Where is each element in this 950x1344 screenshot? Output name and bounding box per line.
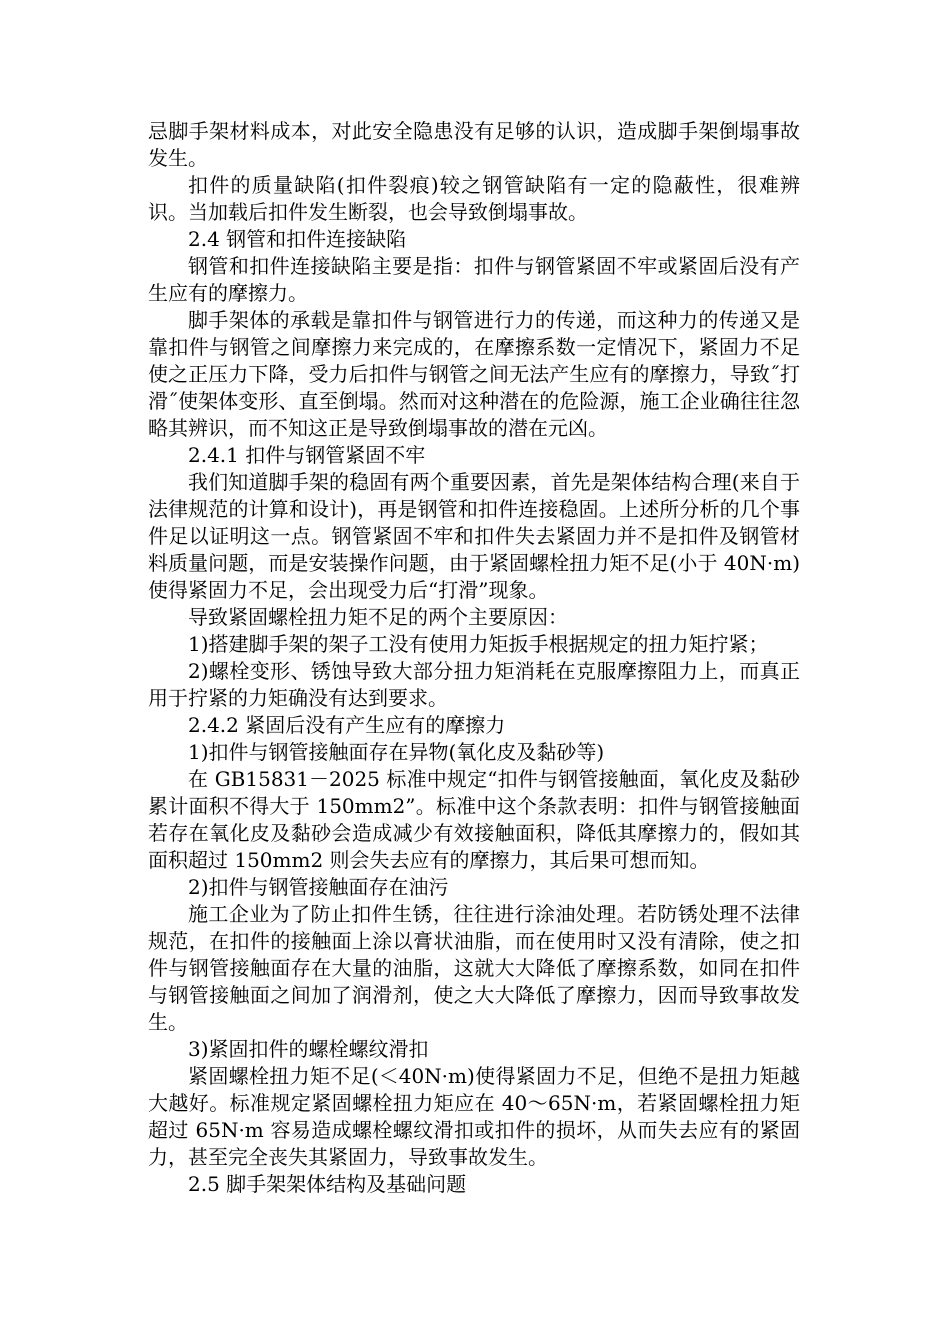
section-heading-2-4: 2.4 钢管和扣件连接缺陷 bbox=[188, 227, 407, 251]
section-heading-2-4-2: 2.4.2 紧固后没有产生应有的摩擦力 bbox=[188, 713, 506, 737]
list-item: 2)螺栓变形、锈蚀导致大部分扭力矩消耗在克服摩擦阻力上，而真正用于拧紧的力矩确没有达到要求。 bbox=[148, 659, 800, 710]
list-item: 1)搭建脚手架的架子工没有使用力矩扳手根据规定的扭力矩拧紧； bbox=[188, 632, 769, 656]
section-heading-2-5: 2.5 脚手架架体结构及基础问题 bbox=[188, 1172, 467, 1196]
paragraph: 施工企业为了防止扣件生锈，往往进行涂油处理。若防锈处理不法律规范，在扣件的接触面上涂以膏状油脂，而在使用时又没有清除，使之扣件与钢管接触面存在大量的油脂，这就大大降低了摩擦系数，如同在扣件与钢管接触面之间加了润滑剂，使之大大降低了摩擦力，因而导致事故发生。 bbox=[148, 902, 800, 1034]
paragraph: 脚手架体的承载是靠扣件与钢管进行力的传递，而这种力的传递又是靠扣件与钢管之间摩擦力来完成的，在摩擦系数一定情况下，紧固力不足使之正压力下降，受力后扣件与钢管之间无法产生应有的摩擦力，导致˝打滑˝使架体变形、直至倒塌。然而对这种潜在的危险源，施工企业确往往忽略其辨识，而不知这正是导致倒塌事故的潜在元凶。 bbox=[148, 308, 800, 440]
paragraph: 在 GB15831－2025 标准中规定“扣件与钢管接触面，氧化皮及黏砂累计面积不得大于 150mm2”。标准中这个条款表明：扣件与钢管接触面若存在氧化皮及黏砂会造成减少有效接触面积，降低其摩擦力的，假如其面积超过 150mm2 则会失去应有的摩擦力，其后果可想而知。 bbox=[148, 767, 800, 872]
paragraph: 紧固螺栓扭力矩不足(＜40N·m)使得紧固力不足，但绝不是扭力矩越大越好。标准规定紧固螺栓扭力矩应在 40～65N·m，若紧固螺栓扭力矩超过 65N·m 容易造成螺栓螺纹滑扣或扣件的损坏，从而失去应有的紧固力，甚至完全丧失其紧固力，导致事故发生。 bbox=[148, 1064, 800, 1169]
paragraph: 我们知道脚手架的稳固有两个重要因素，首先是架体结构合理(来自于法律规范的计算和设计)，再是钢管和扣件连接稳固。上述所分析的几个事件足以证明这一点。钢管紧固不牢和扣件失去紧固力并不是扣件及钢管材料质量问题，而是安装操作问题，由于紧固螺栓扭力矩不足(小于 40N·m)使得紧固力不足，会出现受力后“打滑”现象。 bbox=[148, 470, 800, 602]
paragraph: 钢管和扣件连接缺陷主要是指：扣件与钢管紧固不牢或紧固后没有产生应有的摩擦力。 bbox=[148, 254, 800, 305]
section-heading-2-4-1: 2.4.1 扣件与钢管紧固不牢 bbox=[188, 443, 426, 467]
sub-heading: 2)扣件与钢管接触面存在油污 bbox=[188, 875, 449, 899]
paragraph-continuation: 忌脚手架材料成本，对此安全隐患没有足够的认识，造成脚手架倒塌事故发生。 bbox=[148, 119, 800, 170]
sub-heading: 3)紧固扣件的螺栓螺纹滑扣 bbox=[188, 1037, 429, 1061]
document-page bbox=[148, 118, 800, 1198]
paragraph: 导致紧固螺栓扭力矩不足的两个主要原因： bbox=[188, 605, 568, 629]
paragraph: 扣件的质量缺陷(扣件裂痕)较之钢管缺陷有一定的隐蔽性，很难辨识。当加载后扣件发生断裂，也会导致倒塌事故。 bbox=[148, 173, 800, 224]
sub-heading: 1)扣件与钢管接触面存在异物(氧化皮及黏砂等) bbox=[188, 740, 605, 764]
